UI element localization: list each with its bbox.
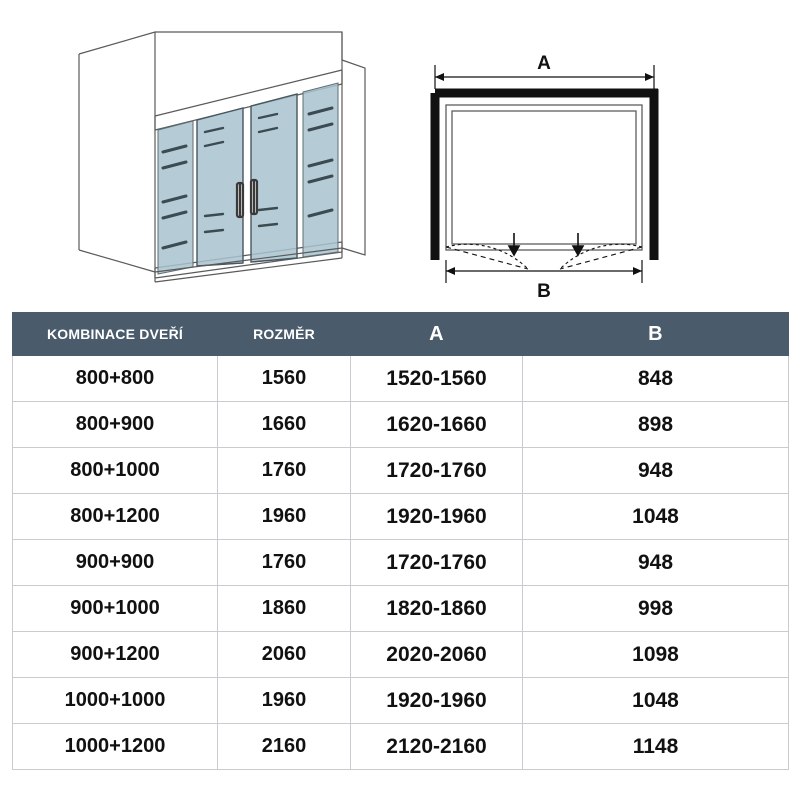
header-a: A xyxy=(351,313,523,356)
table-row xyxy=(13,356,789,402)
cell-combination: 900+1000 xyxy=(13,586,218,632)
spec-table xyxy=(12,312,789,770)
cell-b: 1048 xyxy=(523,678,789,724)
spec-table-wrapper xyxy=(12,312,788,770)
cell-a: 1520-1560 xyxy=(351,356,523,402)
cell-b: 898 xyxy=(523,402,789,448)
cell-size: 2060 xyxy=(218,632,351,678)
spec-table-body xyxy=(13,356,789,770)
table-row xyxy=(13,494,789,540)
diagram-area xyxy=(0,0,800,310)
cell-combination: 900+1200 xyxy=(13,632,218,678)
cell-b: 1098 xyxy=(523,632,789,678)
cell-a: 2120-2160 xyxy=(351,724,523,770)
cell-b: 948 xyxy=(523,448,789,494)
table-row xyxy=(13,586,789,632)
table-header-row xyxy=(13,313,789,356)
cell-size: 2160 xyxy=(218,724,351,770)
cell-combination: 800+800 xyxy=(13,356,218,402)
cell-combination: 900+900 xyxy=(13,540,218,586)
header-b: B xyxy=(523,313,789,356)
cell-a: 2020-2060 xyxy=(351,632,523,678)
cell-size: 1560 xyxy=(218,356,351,402)
cell-b: 1048 xyxy=(523,494,789,540)
table-row xyxy=(13,540,789,586)
header-size: ROZMĚR xyxy=(218,313,351,356)
shower-enclosure-perspective xyxy=(55,20,385,295)
cell-b: 848 xyxy=(523,356,789,402)
table-row xyxy=(13,678,789,724)
cell-a: 1920-1960 xyxy=(351,494,523,540)
cell-size: 1760 xyxy=(218,448,351,494)
cell-combination: 1000+1200 xyxy=(13,724,218,770)
shower-enclosure-top-view xyxy=(410,55,720,300)
cell-a: 1820-1860 xyxy=(351,586,523,632)
cell-size: 1660 xyxy=(218,402,351,448)
cell-a: 1920-1960 xyxy=(351,678,523,724)
label-a-topview: A xyxy=(537,55,551,74)
table-row xyxy=(13,402,789,448)
cell-b: 948 xyxy=(523,540,789,586)
table-row xyxy=(13,448,789,494)
cell-size: 1960 xyxy=(218,494,351,540)
cell-a: 1620-1660 xyxy=(351,402,523,448)
cell-b: 998 xyxy=(523,586,789,632)
spec-table-header xyxy=(13,313,789,356)
cell-a: 1720-1760 xyxy=(351,540,523,586)
cell-combination: 1000+1000 xyxy=(13,678,218,724)
cell-size: 1960 xyxy=(218,678,351,724)
cell-b: 1148 xyxy=(523,724,789,770)
cell-a: 1720-1760 xyxy=(351,448,523,494)
cell-combination: 800+1200 xyxy=(13,494,218,540)
cell-size: 1760 xyxy=(218,540,351,586)
table-row xyxy=(13,632,789,678)
cell-combination: 800+1000 xyxy=(13,448,218,494)
cell-combination: 800+900 xyxy=(13,402,218,448)
cell-size: 1860 xyxy=(218,586,351,632)
label-b-topview: B xyxy=(537,281,551,300)
table-row xyxy=(13,724,789,770)
header-combination: KOMBINACE DVEŘÍ xyxy=(13,313,218,356)
